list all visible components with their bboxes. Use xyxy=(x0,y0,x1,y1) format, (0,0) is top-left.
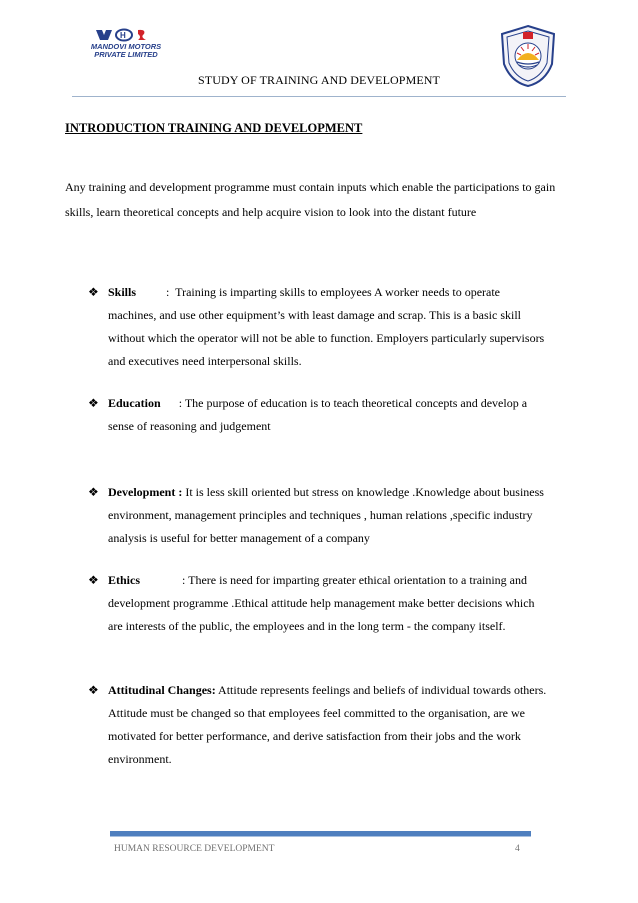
section-heading: INTRODUCTION TRAINING AND DEVELOPMENT xyxy=(65,121,363,135)
brand-marks-icon xyxy=(94,27,158,43)
logo-text-line: MANDOVI MOTORS xyxy=(90,42,162,51)
item-separator: : xyxy=(140,573,186,587)
footer-divider-thin xyxy=(110,836,531,837)
list-item xyxy=(88,392,548,438)
list-item xyxy=(88,481,548,550)
item-term: Education xyxy=(108,396,161,410)
list-item xyxy=(88,569,548,638)
page-header-title: STUDY OF TRAINING AND DEVELOPMENT xyxy=(198,73,440,87)
item-text: It is less skill oriented but stress on knowledge .Knowledge about business environment, management principles and techniques , human relations ,specific industry analysis is useful for better management of a company xyxy=(108,485,544,545)
item-text: Training is imparting skills to employees A worker needs to operate machines, and use other equipment’s with least damage and scrap. This is a basic skill without which the operator will not be able to function. Employers particularly supervisors and executives need interpersonal skills. xyxy=(108,285,548,368)
list-item xyxy=(88,281,548,373)
diamond-bullet-icon: ❖ xyxy=(88,683,99,697)
diamond-bullet-icon: ❖ xyxy=(88,573,99,587)
page-number: 4 xyxy=(515,844,520,854)
footer-label: HUMAN RESOURCE DEVELOPMENT xyxy=(114,844,275,854)
item-separator: : xyxy=(136,285,170,299)
logo-text-line: PRIVATE LIMITED xyxy=(94,50,158,59)
item-text: Attitude represents feelings and beliefs of individual towards others. Attitude must be changed so that employees feel committed to the organisation, are we motivated for better performance, and derive satisfaction from their jobs and the work environment. xyxy=(108,683,547,766)
list-item xyxy=(88,679,548,771)
header-divider xyxy=(72,96,566,97)
item-separator: : xyxy=(160,396,183,410)
diamond-bullet-icon: ❖ xyxy=(88,285,99,299)
item-text: There is need for imparting greater ethical orientation to a training and development programme .Ethical attitude help management make better decisions which are interests of the public, the employees and in the long term - the company itself. xyxy=(108,573,535,633)
item-term: Skills xyxy=(108,285,137,299)
item-term: Ethics xyxy=(108,573,141,587)
diamond-bullet-icon: ❖ xyxy=(88,485,99,499)
item-term: Development : xyxy=(108,485,183,499)
item-term: Attitudinal Changes: xyxy=(108,683,216,697)
intro-paragraph: Any training and development programme must contain inputs which enable the participations to gain skills, learn theoretical concepts and help acquire vision to look into the distant future xyxy=(65,180,556,219)
diamond-bullet-icon: ❖ xyxy=(88,396,99,410)
svg-text:H: H xyxy=(120,31,126,40)
item-text: The purpose of education is to teach theoretical concepts and develop a sense of reasoning and judgement xyxy=(108,396,528,433)
mandovi-motors-logo xyxy=(76,27,176,69)
